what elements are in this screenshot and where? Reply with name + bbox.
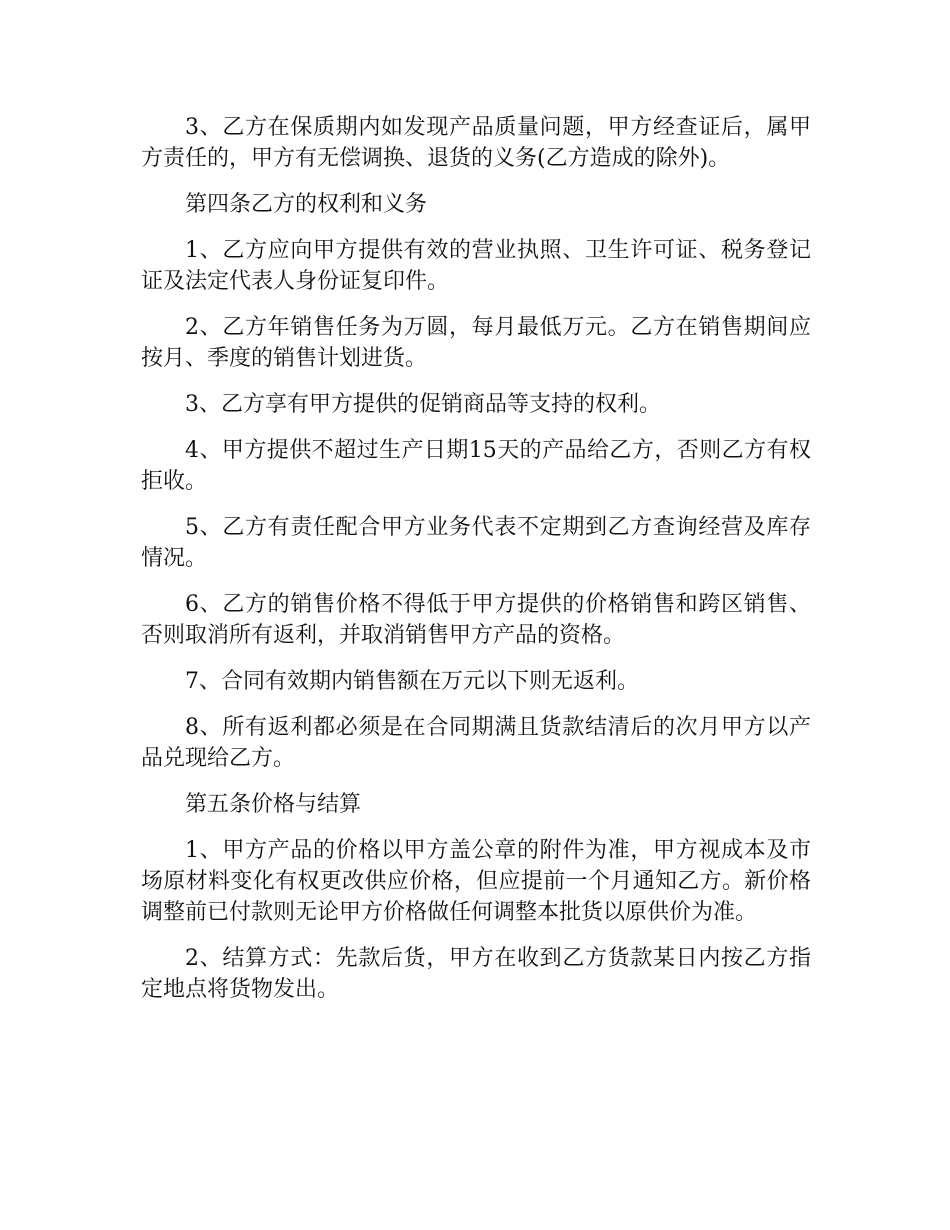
clause-1-price-basis: 1、甲方产品的价格以甲方盖公章的附件为准，甲方视成本及市场原材料变化有权更改供应价格，但应提前一个月通知乙方。新价格调整前已付款则无论甲方价格做任何调整本批货以原供价为准。 xyxy=(141,838,811,925)
clause-2-sales-target: 2、乙方年销售任务为万圆，每月最低万元。乙方在销售期间应按月、季度的销售计划进货。 xyxy=(141,315,811,371)
clause-6-pricing-rules: 6、乙方的销售价格不得低于甲方提供的价格销售和跨区销售、否则取消所有返利，并取消销售甲方产品的资格。 xyxy=(141,592,811,648)
clause-3-quality-warranty: 3、乙方在保质期内如发现产品质量问题，甲方经查证后，属甲方责任的，甲方有无偿调换、退货的义务(乙方造成的除外)。 xyxy=(141,115,811,171)
clause-8-rebate-settlement: 8、所有返利都必须是在合同期满且货款结清后的次月甲方以产品兑现给乙方。 xyxy=(141,715,811,771)
clause-2-settlement-method: 2、结算方式：先款后货，甲方在收到乙方货款某日内按乙方指定地点将货物发出。 xyxy=(141,946,811,1002)
clause-3-promotion-rights: 3、乙方享有甲方提供的促销商品等支持的权利。 xyxy=(185,392,661,417)
clause-7-rebate-threshold: 7、合同有效期内销售额在万元以下则无返利。 xyxy=(185,669,639,694)
article-4-heading: 第四条乙方的权利和义务 xyxy=(185,192,428,217)
clause-1-documents: 1、乙方应向甲方提供有效的营业执照、卫生许可证、税务登记证及法定代表人身份证复印件。 xyxy=(141,238,811,294)
clause-4-freshness: 4、甲方提供不超过生产日期15天的产品给乙方，否则乙方有权拒收。 xyxy=(141,438,811,494)
document-page xyxy=(141,112,811,1020)
clause-5-inventory-check: 5、乙方有责任配合甲方业务代表不定期到乙方查询经营及库存情况。 xyxy=(141,515,811,571)
article-5-heading: 第五条价格与结算 xyxy=(185,792,362,817)
